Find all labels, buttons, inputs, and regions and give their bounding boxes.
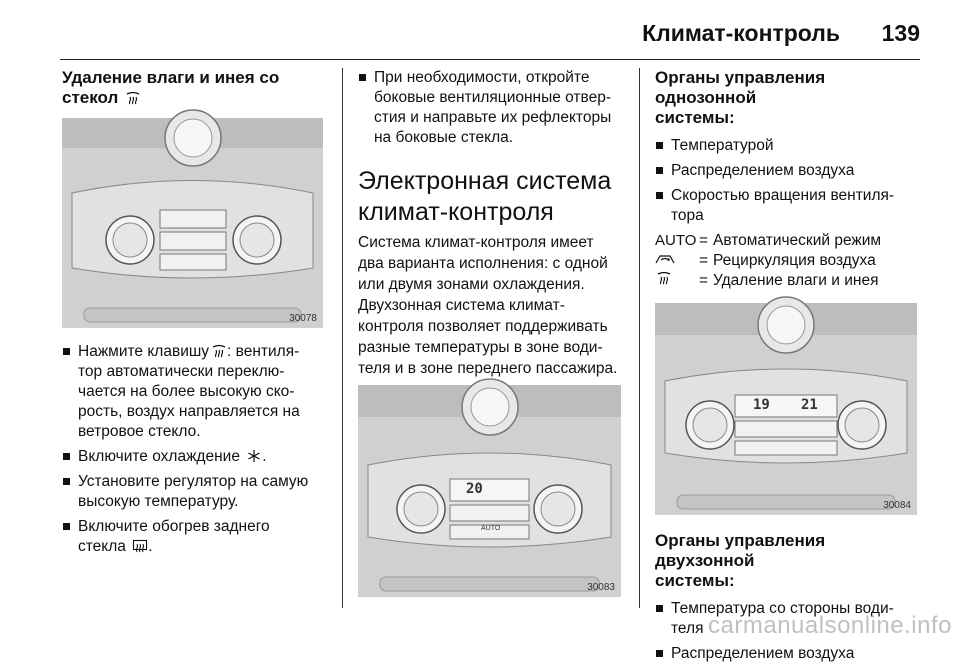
- page-number: 139: [881, 20, 920, 46]
- windscreen-defrost-icon: [211, 344, 227, 358]
- section-title-electronic-climate: Электронная система климат-контроля: [358, 167, 612, 226]
- figure-number: 30083: [587, 582, 615, 593]
- header-title: Климат-контроль: [642, 20, 840, 46]
- list-item: Включите охлаждение .: [62, 447, 326, 467]
- column-divider-1: [342, 68, 343, 608]
- def-value: Удаление влаги и инея: [713, 272, 879, 289]
- list-item: Нажмите клавишу : вентиля- тор автоматически переклю- чается на более высокую ско- рость, воздух направляется на ветровое стекло.: [62, 342, 326, 442]
- column-3: [655, 68, 917, 669]
- intro-paragraph: Система климат-контроля имеет два варианта исполнения: с одной или двумя зонами охлаждения. Двухзонная система климат- контроля позволяет поддерживать разные температуры в зоне води- теля и в зоне переднего пассажира.: [358, 234, 618, 377]
- snowflake-icon: [246, 449, 262, 463]
- list-item: Включите обогрев заднего стекла .: [62, 517, 326, 557]
- list-item: Скоростью вращения вентиля- тора: [655, 186, 917, 226]
- column-1: [62, 68, 326, 562]
- heading-single-zone-controls: Органы управления однозонной системы:: [655, 68, 826, 127]
- def-key-defrost: [655, 271, 699, 291]
- figure-dual-zone-panel: [655, 303, 917, 515]
- def-separator: =: [699, 272, 709, 289]
- defrost-steps-list: [62, 342, 326, 557]
- def-key-recirculation: [655, 251, 699, 271]
- single-zone-controls-list: [655, 136, 917, 226]
- figure-climate-panel-basic: [62, 118, 323, 328]
- page-header: [60, 16, 920, 56]
- list-item: Распределением воздуха: [655, 644, 917, 664]
- column-2: [358, 68, 623, 597]
- side-vents-list: [358, 68, 623, 148]
- header-rule: [60, 59, 920, 60]
- panel-auto-button-label: AUTO: [481, 525, 501, 532]
- watermark: carmanualsonline.info: [708, 612, 952, 639]
- list-item: Температура со стороны води- теля: [655, 599, 917, 639]
- windscreen-defrost-icon: [125, 91, 141, 105]
- list-item: Распределением воздуха: [655, 161, 917, 181]
- list-item: При необходимости, откройте боковые вентиляционные отвер- стия и направьте их рефлекторы на боковые стекла.: [358, 68, 623, 148]
- list-item: Установите регулятор на самую высокую температуру.: [62, 472, 326, 512]
- panel-display-temp-left: 19: [753, 397, 770, 413]
- def-value: Рециркуляция воздуха: [713, 252, 876, 269]
- windscreen-defrost-icon: [655, 271, 673, 285]
- heading-dual-zone-controls: Органы управления двухзонной системы:: [655, 531, 826, 590]
- def-value: Автоматический режим: [713, 232, 882, 249]
- def-key-auto: AUTO: [655, 232, 697, 249]
- rear-window-heat-icon: [132, 539, 148, 553]
- def-separator: =: [699, 232, 709, 249]
- definitions-table: [655, 231, 917, 291]
- column-divider-2: [639, 68, 640, 608]
- def-separator: =: [699, 252, 709, 269]
- section-heading-defrost: Удаление влаги и инея со стекол: [62, 68, 280, 107]
- recirculation-icon: [655, 251, 675, 265]
- panel-display-temp: 20: [466, 481, 483, 497]
- figure-single-zone-panel: [358, 385, 621, 597]
- list-item: Температурой: [655, 136, 917, 156]
- panel-display-temp-right: 21: [801, 397, 818, 413]
- figure-number: 30084: [883, 500, 911, 511]
- figure-number: 30078: [289, 313, 317, 324]
